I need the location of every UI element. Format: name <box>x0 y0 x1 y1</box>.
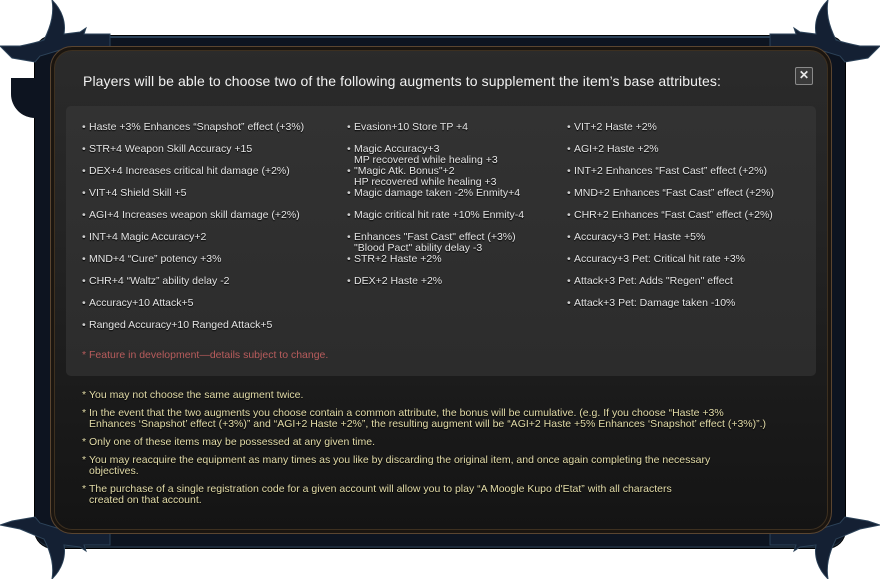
note-text-line2: objectives. <box>89 465 139 477</box>
augment-item <box>82 276 304 287</box>
augment-text: Attack+3 Pet: Adds "Regen" effect <box>574 275 733 287</box>
bullet-icon: • <box>567 165 571 177</box>
bullet-icon: • <box>567 121 571 133</box>
augment-text: Ranged Accuracy+10 Ranged Attack+5 <box>89 319 273 331</box>
bullet-icon: • <box>567 231 571 243</box>
augment-item <box>567 210 774 221</box>
augment-item <box>347 232 524 254</box>
augments-column-2 <box>347 122 524 298</box>
augment-text: DEX+4 Increases critical hit damage (+2%) <box>89 165 290 177</box>
augment-text: VIT+4 Shield Skill +5 <box>89 187 187 199</box>
augment-text: Enhances "Fast Cast" effect (+3%) <box>354 231 516 243</box>
augment-text: DEX+2 Haste +2% <box>354 275 443 287</box>
augment-item <box>567 276 774 287</box>
augment-item <box>347 144 524 166</box>
augment-text: STR+4 Weapon Skill Accuracy +15 <box>89 143 253 155</box>
bullet-icon: • <box>82 209 86 221</box>
note-item <box>82 455 822 477</box>
augment-text: Evasion+10 Store TP +4 <box>354 121 469 133</box>
note-text-line2: created on that account. <box>89 494 202 506</box>
note-item <box>82 437 822 448</box>
bullet-icon: • <box>347 143 351 155</box>
bullet-icon: • <box>567 143 571 155</box>
augment-item <box>347 122 524 133</box>
augment-text: Accuracy+3 Pet: Haste +5% <box>574 231 706 243</box>
bullet-icon: • <box>567 275 571 287</box>
augment-item <box>347 188 524 199</box>
bullet-icon: • <box>82 143 86 155</box>
note-text: The purchase of a single registration code for a given account will allow you to play “A Moogle Kupo d'Etat” with all characters <box>89 483 672 495</box>
augment-item <box>567 122 774 133</box>
note-text: Only one of these items may be possessed at any given time. <box>89 436 375 448</box>
augment-item <box>347 210 524 221</box>
augment-text: STR+2 Haste +2% <box>354 253 442 265</box>
augment-text: Haste +3% Enhances “Snapshot” effect (+3%) <box>89 121 305 133</box>
augment-text-line2: HP recovered while healing +3 <box>354 176 497 188</box>
bullet-icon: • <box>567 187 571 199</box>
augment-item <box>347 254 524 265</box>
bullet-icon: • <box>347 121 351 133</box>
augment-item <box>567 166 774 177</box>
notes-list <box>82 390 822 513</box>
bullet-icon: • <box>567 253 571 265</box>
asterisk-icon: * <box>82 454 87 466</box>
bullet-icon: • <box>82 297 86 309</box>
augment-item <box>567 232 774 243</box>
augment-text: AGI+2 Haste +2% <box>574 143 659 155</box>
augment-text: Magic damage taken -2% Enmity+4 <box>354 187 521 199</box>
augment-item <box>82 298 304 309</box>
development-notice: * Feature in development—details subject to change. <box>82 349 329 361</box>
augment-text: INT+2 Enhances “Fast Cast” effect (+2%) <box>574 165 767 177</box>
augment-text: CHR+4 “Waltz” ability delay -2 <box>89 275 230 287</box>
bullet-icon: • <box>347 231 351 243</box>
augment-item <box>567 144 774 155</box>
augment-item <box>82 144 304 155</box>
note-text: You may not choose the same augment twice. <box>89 389 304 401</box>
close-icon: ✕ <box>798 68 810 82</box>
note-text-line2: Enhances ‘Snapshot’ effect (+3%)” and “AGI+2 Haste +2%”, the resulting augment will be “AGI+2 Haste +5% Enhances ‘Snapshot’ effect (+3%)”.) <box>89 418 767 430</box>
augment-item <box>82 210 304 221</box>
augment-text: "Magic Atk. Bonus"+2 <box>354 165 455 177</box>
augment-item <box>567 298 774 309</box>
augment-item <box>82 122 304 133</box>
augment-text: Attack+3 Pet: Damage taken -10% <box>574 297 736 309</box>
asterisk-icon: * <box>82 483 87 495</box>
asterisk-icon: * <box>82 389 87 401</box>
bullet-icon: • <box>82 165 86 177</box>
bullet-icon: • <box>82 275 86 287</box>
augment-text: Magic Accuracy+3 <box>354 143 440 155</box>
augment-text: AGI+4 Increases weapon skill damage (+2%) <box>89 209 300 221</box>
bullet-icon: • <box>82 187 86 199</box>
augment-text: INT+4 Magic Accuracy+2 <box>89 231 207 243</box>
bullet-icon: • <box>82 253 86 265</box>
augment-item <box>567 254 774 265</box>
note-item <box>82 390 822 401</box>
bullet-icon: • <box>347 209 351 221</box>
augment-item <box>567 188 774 199</box>
augment-text: Accuracy+10 Attack+5 <box>89 297 194 309</box>
augment-text-line2: "Blood Pact" ability delay -3 <box>354 242 483 254</box>
augment-item <box>82 254 304 265</box>
bullet-icon: • <box>82 319 86 331</box>
augment-text: VIT+2 Haste +2% <box>574 121 657 133</box>
augment-item <box>82 232 304 243</box>
bullet-icon: • <box>347 187 351 199</box>
bullet-icon: • <box>347 275 351 287</box>
augment-item <box>347 276 524 287</box>
bullet-icon: • <box>82 231 86 243</box>
bullet-icon: • <box>347 165 351 177</box>
close-button[interactable] <box>795 67 813 85</box>
note-text: You may reacquire the equipment as many times as you like by discarding the original item, and once again completing the necessary <box>89 454 711 466</box>
augment-text: Accuracy+3 Pet: Critical hit rate +3% <box>574 253 745 265</box>
augments-column-3 <box>567 122 774 320</box>
asterisk-icon: * <box>82 436 87 448</box>
note-text: In the event that the two augments you choose contain a common attribute, the bonus will be cumulative. (e.g. If you choose “Haste +3% <box>89 407 724 419</box>
asterisk-icon: * <box>82 407 87 419</box>
note-item <box>82 408 822 430</box>
bullet-icon: • <box>347 253 351 265</box>
augment-text-line2: MP recovered while healing +3 <box>354 154 498 166</box>
augment-item <box>82 188 304 199</box>
bullet-icon: • <box>567 209 571 221</box>
dialog-heading: Players will be able to choose two of the following augments to supplement the item’s base attributes: <box>83 73 721 89</box>
augment-item <box>82 320 304 331</box>
bullet-icon: • <box>567 297 571 309</box>
augment-item <box>347 166 524 188</box>
augment-text: Magic critical hit rate +10% Enmity-4 <box>354 209 525 221</box>
augment-text: MND+2 Enhances “Fast Cast” effect (+2%) <box>574 187 774 199</box>
augment-item <box>82 166 304 177</box>
note-item <box>82 484 822 506</box>
bullet-icon: • <box>82 121 86 133</box>
augment-text: MND+4 “Cure” potency +3% <box>89 253 222 265</box>
augments-column-1 <box>82 122 304 342</box>
augment-text: CHR+2 Enhances “Fast Cast” effect (+2%) <box>574 209 773 221</box>
